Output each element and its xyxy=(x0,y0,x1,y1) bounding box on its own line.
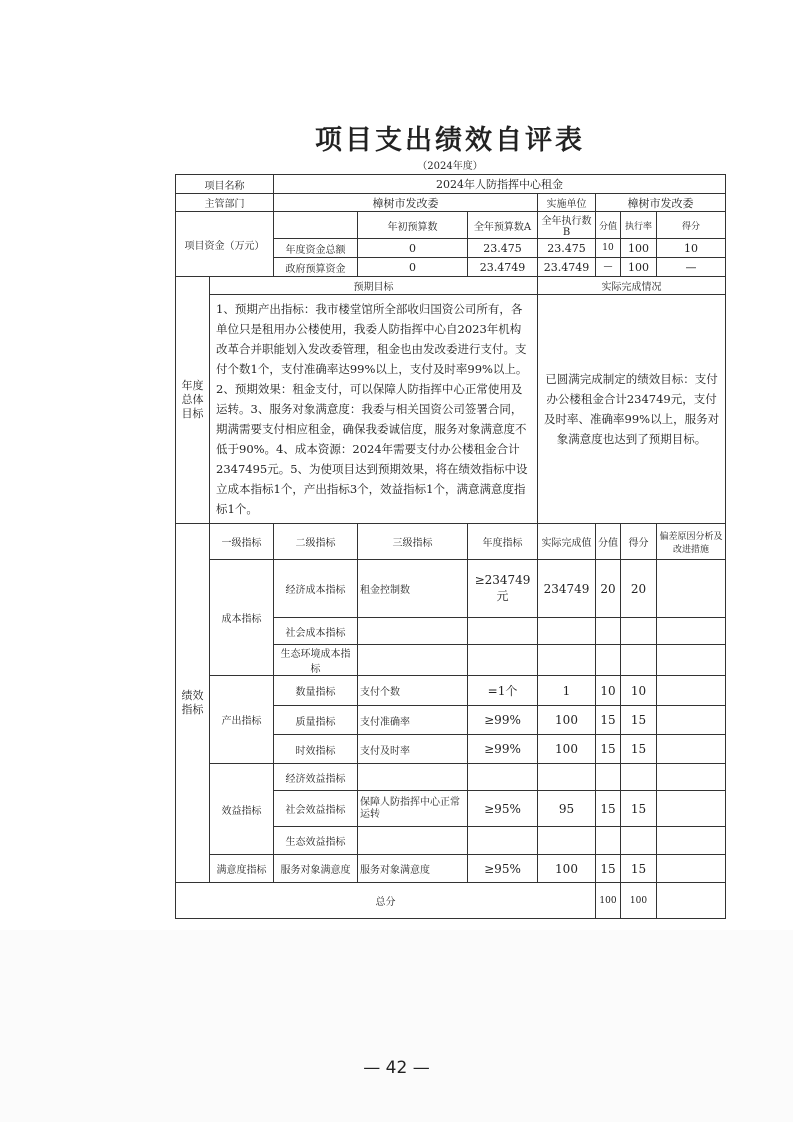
perf-l1-output: 产出指标 xyxy=(210,676,274,764)
funds-executed: 23.475 xyxy=(538,239,596,258)
funds-score-value: 10 xyxy=(596,239,621,258)
dept-label: 主管部门 xyxy=(176,194,274,212)
perf-score xyxy=(621,764,657,791)
year-label: （2024年度） xyxy=(417,161,483,172)
perf-l2: 质量指标 xyxy=(274,706,358,735)
perf-l2: 社会效益指标 xyxy=(274,791,358,827)
perf-l3 xyxy=(358,618,468,645)
funds-rate: 100 xyxy=(621,239,657,258)
perf-deviation xyxy=(657,791,726,827)
perf-actual: 1 xyxy=(538,676,596,706)
funds-header-score-value: 分值 xyxy=(596,212,621,239)
perf-value: 15 xyxy=(596,735,621,764)
project-name-row xyxy=(176,175,726,194)
perf-deviation xyxy=(657,645,726,676)
total-label: 总分 xyxy=(176,883,596,919)
perf-header-target: 年度指标 xyxy=(468,524,538,560)
perf-header-actual: 实际完成值 xyxy=(538,524,596,560)
perf-score: 20 xyxy=(621,560,657,618)
perf-l3: 支付准确率 xyxy=(358,706,468,735)
perf-score: 15 xyxy=(621,855,657,883)
perf-target: =1个 xyxy=(468,676,538,706)
perf-target xyxy=(468,827,538,855)
funds-score-value: — xyxy=(596,258,621,277)
perf-header-deviation: 偏差原因分析及改进措施 xyxy=(657,524,726,560)
perf-value xyxy=(596,827,621,855)
perf-deviation xyxy=(657,735,726,764)
perf-value: 10 xyxy=(596,676,621,706)
perf-deviation xyxy=(657,827,726,855)
perf-l3: 租金控制数 xyxy=(358,560,468,618)
perf-actual: 100 xyxy=(538,706,596,735)
perf-deviation xyxy=(657,560,726,618)
perf-header-value: 分值 xyxy=(596,524,621,560)
table-row xyxy=(176,855,726,883)
perf-l2: 社会成本指标 xyxy=(274,618,358,645)
perf-l2: 经济效益指标 xyxy=(274,764,358,791)
perf-l2: 数量指标 xyxy=(274,676,358,706)
funds-header-annual: 全年预算数A xyxy=(468,212,538,239)
perf-l3: 保障人防指挥中心正常运转 xyxy=(358,791,468,827)
funds-initial: 0 xyxy=(358,258,468,277)
perf-actual xyxy=(538,645,596,676)
funds-annual: 23.4749 xyxy=(468,258,538,277)
perf-score: 10 xyxy=(621,676,657,706)
perf-value: 15 xyxy=(596,791,621,827)
perf-l3: 支付个数 xyxy=(358,676,468,706)
table-row xyxy=(176,764,726,791)
table-row xyxy=(176,560,726,618)
funds-row-label: 政府预算资金 xyxy=(274,258,358,277)
perf-deviation xyxy=(657,618,726,645)
perf-actual: 100 xyxy=(538,855,596,883)
total-score: 100 xyxy=(621,883,657,919)
funds-initial: 0 xyxy=(358,239,468,258)
perf-value: 20 xyxy=(596,560,621,618)
perf-target: ≥95% xyxy=(468,855,538,883)
perf-score: 15 xyxy=(621,791,657,827)
goal-actual-text: 已圆满完成制定的绩效目标：支付办公楼租金合计234749元，支付及时率、准确率99%以上，服务对象满意度也达到了预期目标。 xyxy=(538,295,726,524)
funds-label: 项目资金（万元） xyxy=(176,212,274,277)
impl-value: 樟树市发改委 xyxy=(596,194,726,212)
perf-l3: 服务对象满意度 xyxy=(358,855,468,883)
perf-header-score: 得分 xyxy=(621,524,657,560)
perf-l3 xyxy=(358,645,468,676)
perf-actual xyxy=(538,827,596,855)
dept-value: 樟树市发改委 xyxy=(274,194,538,212)
perf-value: 15 xyxy=(596,706,621,735)
perf-deviation xyxy=(657,706,726,735)
perf-score: 15 xyxy=(621,706,657,735)
funds-header-executed: 全年执行数B xyxy=(538,212,596,239)
perf-l2: 时效指标 xyxy=(274,735,358,764)
perf-l2: 服务对象满意度 xyxy=(274,855,358,883)
funds-annual: 23.475 xyxy=(468,239,538,258)
perf-deviation xyxy=(657,676,726,706)
funds-header-row xyxy=(176,212,726,239)
department-row xyxy=(176,194,726,212)
goal-content-row xyxy=(176,295,726,524)
perf-header-l1: 一级指标 xyxy=(210,524,274,560)
perf-actual xyxy=(538,764,596,791)
perf-l3: 支付及时率 xyxy=(358,735,468,764)
perf-deviation xyxy=(657,764,726,791)
perf-l3 xyxy=(358,827,468,855)
total-deviation xyxy=(657,883,726,919)
funds-score: — xyxy=(657,258,726,277)
goal-header-row xyxy=(176,277,726,295)
funds-header-initial: 年初预算数 xyxy=(358,212,468,239)
perf-score: 15 xyxy=(621,735,657,764)
perf-actual: 100 xyxy=(538,735,596,764)
perf-target xyxy=(468,618,538,645)
funds-executed: 23.4749 xyxy=(538,258,596,277)
perf-score xyxy=(621,645,657,676)
impl-label: 实施单位 xyxy=(538,194,596,212)
total-row xyxy=(176,883,726,919)
perf-l2: 经济成本指标 xyxy=(274,560,358,618)
perf-actual xyxy=(538,618,596,645)
perf-l1-cost: 成本指标 xyxy=(210,560,274,676)
funds-header-score: 得分 xyxy=(657,212,726,239)
goal-expected-header: 预期目标 xyxy=(210,277,538,295)
perf-actual: 95 xyxy=(538,791,596,827)
perf-target: ≥99% xyxy=(468,735,538,764)
perf-l2: 生态环境成本指标 xyxy=(274,645,358,676)
page-number: — 42 — xyxy=(363,1058,430,1078)
perf-label: 绩效指标 xyxy=(176,524,210,883)
project-name-value: 2024年人防指挥中心租金 xyxy=(274,175,726,194)
funds-header-blank xyxy=(274,212,358,239)
perf-l1-satisfaction: 满意度指标 xyxy=(210,855,274,883)
funds-rate: 100 xyxy=(621,258,657,277)
perf-score xyxy=(621,618,657,645)
goal-actual-header: 实际完成情况 xyxy=(538,277,726,295)
funds-header-rate: 执行率 xyxy=(621,212,657,239)
perf-target: ≥234749元 xyxy=(468,560,538,618)
perf-target xyxy=(468,764,538,791)
perf-value: 15 xyxy=(596,855,621,883)
perf-target xyxy=(468,645,538,676)
perf-header-l2: 二级指标 xyxy=(274,524,358,560)
perf-target: ≥99% xyxy=(468,706,538,735)
goal-expected-text: 1、预期产出指标：我市楼堂馆所全部收归国资公司所有，各单位只是租用办公楼使用，我委人防指挥中心自2023年机构改革合并职能划入发改委管理，租金也由发改委进行支付。支付个数1个，支付准确率达99%以上，支付及时率99%以上。2、预期效果：租金支付，可以保障人防指挥中心正常使用及运转。3、服务对象满意度：我委与相关国资公司签署合同，期满需要支付相应租金，确保我委诚信度，服务对象满意度不低于90%。4、成本资源：2024年需要支付办公楼租金合计2347495元。5、为使项目达到预期效果，将在绩效指标中设立成本指标1个，产出指标3个，效益指标1个，满意满意度指标1个。 xyxy=(210,295,538,524)
goal-label: 年度总体目标 xyxy=(176,277,210,524)
perf-value xyxy=(596,618,621,645)
table-row xyxy=(176,676,726,706)
perf-header-row xyxy=(176,524,726,560)
funds-score: 10 xyxy=(657,239,726,258)
page-title: 项目支出绩效自评表 xyxy=(315,125,585,156)
perf-header-l3: 三级指标 xyxy=(358,524,468,560)
perf-target: ≥95% xyxy=(468,791,538,827)
perf-deviation xyxy=(657,855,726,883)
project-name-label: 项目名称 xyxy=(176,175,274,194)
total-value: 100 xyxy=(596,883,621,919)
perf-l2: 生态效益指标 xyxy=(274,827,358,855)
evaluation-table xyxy=(175,174,726,919)
perf-l3 xyxy=(358,764,468,791)
perf-score xyxy=(621,827,657,855)
perf-value xyxy=(596,764,621,791)
funds-row-label: 年度资金总额 xyxy=(274,239,358,258)
page-bottom-shade xyxy=(0,930,793,1122)
perf-l1-benefit: 效益指标 xyxy=(210,764,274,855)
perf-actual: 234749 xyxy=(538,560,596,618)
perf-value xyxy=(596,645,621,676)
